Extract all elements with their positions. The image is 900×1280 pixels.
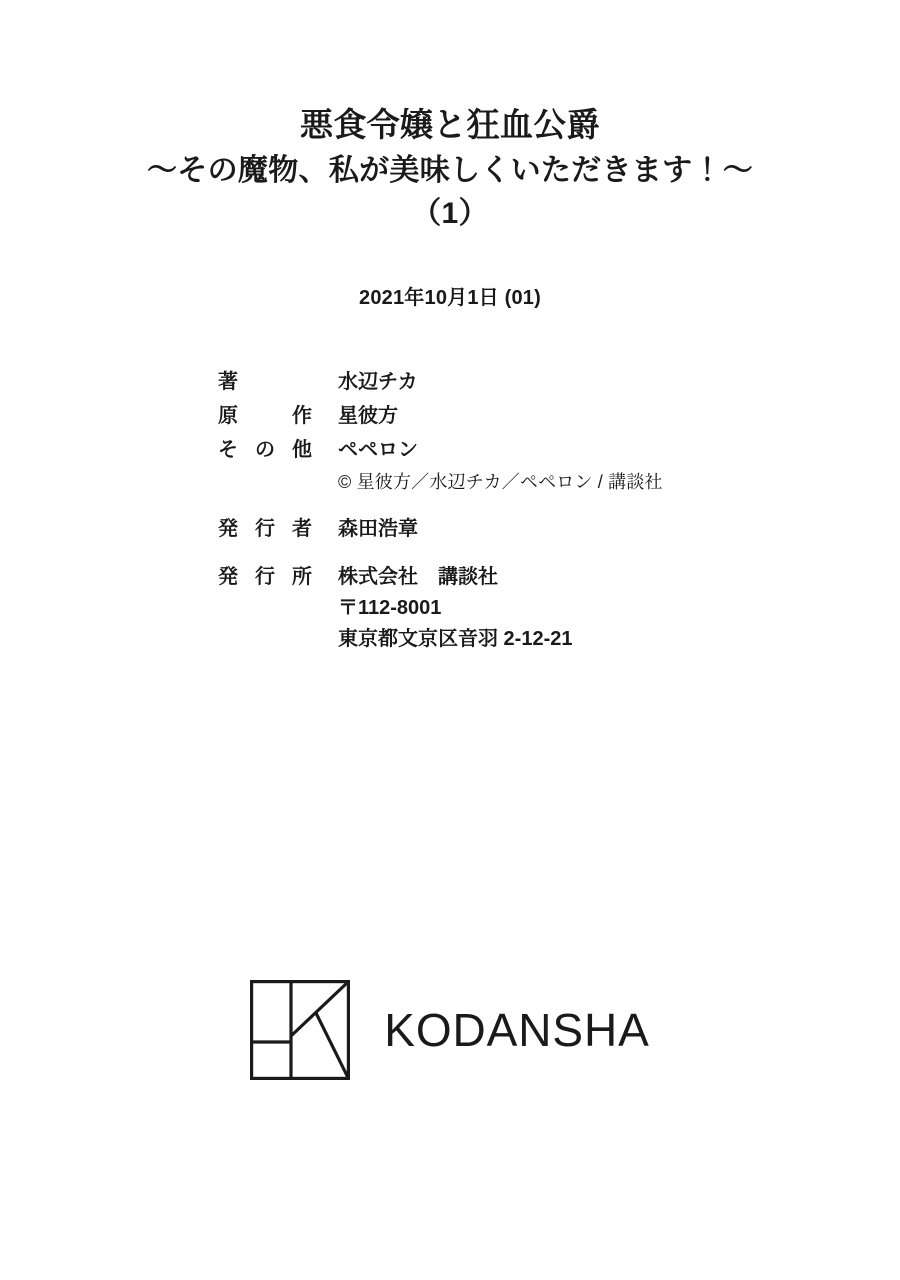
work-subtitle: 〜その魔物、私が美味しくいただきます！〜 [147,154,753,188]
credit-label-publisher: 発行所 [218,566,312,589]
publisher-name: 株式会社 講談社 [338,566,498,589]
publication-date: 2021年10月1日 (01) [359,287,541,310]
publisher-logo-text: KODANSHA [384,1004,650,1056]
credit-label-author: 著 [218,371,238,394]
credit-row [218,519,900,539]
kodansha-logo-icon [250,980,350,1080]
credit-value-author: 水辺チカ [338,371,418,394]
credit-row [218,372,900,392]
credits-list [0,372,900,649]
credit-label-publisher-person: 発行者 [218,518,312,541]
credit-value-publisher-person: 森田浩章 [338,518,418,541]
credit-value-original: 星彼方 [338,405,398,428]
work-volume: （1） [411,196,489,230]
credit-row [218,567,900,649]
publisher-address: 東京都文京区音羽 2-12-21 [338,628,573,651]
title-block [0,0,900,233]
credit-label-other: その他 [218,439,312,462]
credit-row [218,440,900,491]
credit-label-original: 原作 [218,405,312,428]
credit-value-other [338,440,663,491]
credit-row [218,406,900,426]
publisher-logo [0,980,900,1080]
credit-value-publisher [338,567,573,649]
credit-value-other-name: ペペロン [338,439,418,462]
copyright-notice: © 星彼方／水辺チカ／ペペロン / 講談社 [338,472,663,493]
work-title: 悪食令嬢と狂血公爵 [300,106,600,143]
publisher-postal-code: 〒112-8001 [338,597,442,620]
